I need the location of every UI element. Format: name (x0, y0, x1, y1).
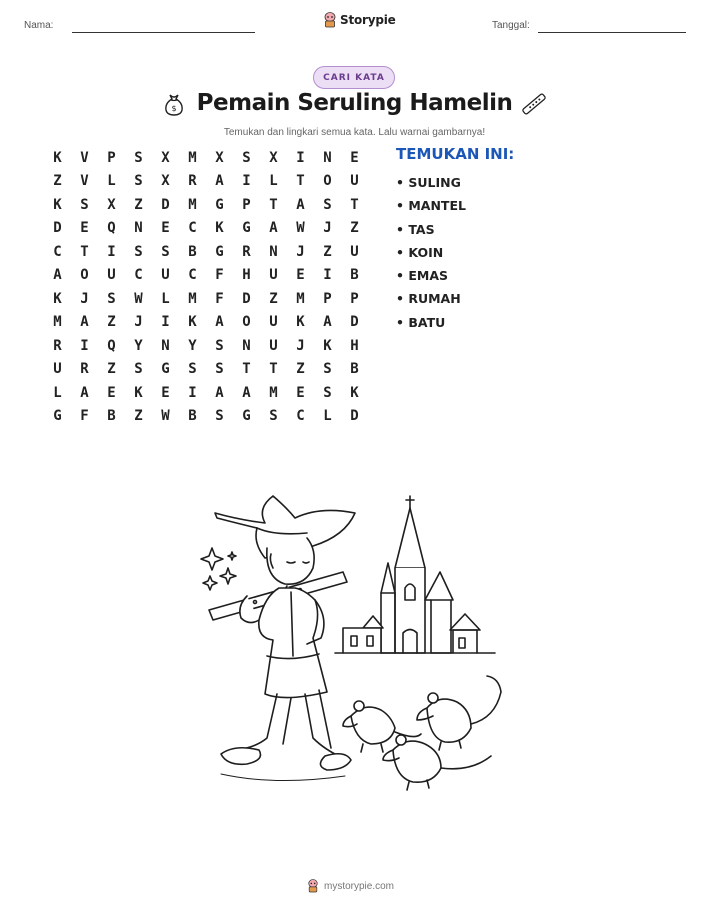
grid-letter[interactable]: B (350, 267, 359, 284)
grid-letter[interactable]: M (53, 314, 62, 331)
grid-letter[interactable]: U (161, 267, 170, 284)
grid-letter[interactable]: U (350, 243, 359, 260)
grid-letter[interactable]: G (53, 408, 62, 425)
grid-letter[interactable]: H (350, 337, 359, 354)
grid-letter[interactable]: X (107, 196, 116, 213)
grid-letter[interactable]: S (323, 384, 332, 401)
grid-letter[interactable]: X (269, 149, 278, 166)
grid-letter[interactable]: K (53, 290, 62, 307)
grid-letter[interactable]: E (296, 267, 305, 284)
grid-letter[interactable]: Q (107, 220, 116, 237)
grid-letter[interactable]: S (215, 337, 224, 354)
grid-letter[interactable]: J (134, 314, 143, 331)
grid-letter[interactable]: I (107, 243, 116, 260)
grid-letter[interactable]: P (242, 196, 251, 213)
grid-letter[interactable]: K (350, 384, 359, 401)
grid-row (44, 170, 374, 194)
grid-letter[interactable]: M (188, 196, 197, 213)
grid-letter[interactable]: A (80, 314, 89, 331)
grid-letter[interactable]: P (323, 290, 332, 307)
grid-letter[interactable]: K (296, 314, 305, 331)
grid-letter[interactable]: X (161, 149, 170, 166)
word-list-item: • BATU (396, 314, 446, 330)
grid-letter[interactable]: L (107, 173, 116, 190)
grid-letter[interactable]: S (134, 243, 143, 260)
grid-letter[interactable]: B (188, 408, 197, 425)
grid-letter[interactable]: S (188, 361, 197, 378)
grid-letter[interactable]: U (269, 314, 278, 331)
grid-letter[interactable]: M (296, 290, 305, 307)
grid-letter[interactable]: S (215, 361, 224, 378)
grid-letter[interactable]: K (53, 149, 62, 166)
instructions: Temukan dan lingkari semua kata. Lalu warnai gambarnya! (223, 127, 486, 138)
grid-letter[interactable]: C (53, 243, 62, 260)
pied-piper-illustration (195, 488, 515, 793)
grid-letter[interactable]: S (323, 361, 332, 378)
grid-letter[interactable]: S (134, 149, 143, 166)
grid-letter[interactable]: L (53, 384, 62, 401)
grid-letter[interactable]: D (350, 314, 359, 331)
grid-letter[interactable]: S (242, 149, 251, 166)
grid-letter[interactable]: E (107, 384, 116, 401)
grid-letter[interactable]: A (242, 384, 251, 401)
date-line[interactable] (538, 32, 686, 33)
grid-letter[interactable]: N (134, 220, 143, 237)
grid-letter[interactable]: E (161, 384, 170, 401)
grid-letter[interactable]: S (161, 243, 170, 260)
grid-letter[interactable]: B (107, 408, 116, 425)
category-badge: CARI KATA (313, 66, 395, 89)
grid-row (44, 193, 374, 217)
word-list-item: • KOIN (396, 244, 444, 260)
grid-letter[interactable]: E (80, 220, 89, 237)
footer (307, 879, 394, 893)
grid-letter[interactable]: D (161, 196, 170, 213)
grid-letter[interactable]: D (242, 290, 251, 307)
grid-letter[interactable]: W (161, 408, 170, 425)
grid-letter[interactable]: K (215, 220, 224, 237)
word-list-item: • SULING (396, 175, 461, 190)
grid-letter[interactable]: S (269, 408, 278, 425)
grid-letter[interactable]: J (80, 290, 89, 307)
grid-letter[interactable]: U (269, 337, 278, 354)
word-list (396, 145, 514, 334)
grid-letter[interactable]: S (107, 290, 116, 307)
title-row (0, 90, 709, 116)
grid-row (44, 240, 374, 264)
grid-letter[interactable]: E (296, 384, 305, 401)
money-bag-icon (161, 91, 187, 117)
storypie-logo-icon (323, 12, 337, 28)
grid-letter[interactable]: Z (134, 408, 143, 425)
grid-letter[interactable]: Y (188, 337, 197, 354)
grid-letter[interactable]: D (53, 220, 62, 237)
grid-letter[interactable]: F (80, 408, 89, 425)
grid-letter[interactable]: N (323, 149, 332, 166)
grid-letter[interactable]: C (296, 408, 305, 425)
grid-letter[interactable]: W (296, 220, 305, 237)
grid-letter[interactable]: P (107, 149, 116, 166)
grid-letter[interactable]: L (161, 290, 170, 307)
word-list-item: • EMAS (396, 268, 448, 284)
grid-letter[interactable]: F (215, 290, 224, 307)
grid-letter[interactable]: N (161, 337, 170, 354)
grid-letter[interactable]: O (323, 173, 332, 190)
grid-letter[interactable]: O (242, 314, 251, 331)
grid-letter[interactable]: K (323, 337, 332, 354)
grid-letter[interactable]: G (215, 196, 224, 213)
grid-letter[interactable]: V (80, 173, 89, 190)
word-list-item: • TAS (396, 221, 435, 237)
grid-letter[interactable]: S (215, 408, 224, 425)
grid-letter[interactable]: B (188, 243, 197, 260)
grid-row (44, 217, 374, 241)
grid-letter[interactable]: A (215, 173, 224, 190)
grid-letter[interactable]: B (350, 361, 359, 378)
grid-letter[interactable]: A (215, 384, 224, 401)
grid-letter[interactable]: G (161, 361, 170, 378)
footer-url[interactable]: mystorypie.com (324, 880, 395, 892)
grid-letter[interactable]: G (242, 408, 251, 425)
grid-letter[interactable]: S (134, 361, 143, 378)
grid-letter[interactable]: A (296, 196, 305, 213)
grid-letter[interactable]: N (269, 243, 278, 260)
grid-row (44, 358, 374, 382)
grid-letter[interactable]: S (323, 196, 332, 213)
grid-letter[interactable]: T (80, 243, 89, 260)
grid-letter[interactable]: K (134, 384, 143, 401)
grid-letter[interactable]: M (188, 290, 197, 307)
grid-row (44, 334, 374, 358)
name-line[interactable] (72, 32, 255, 33)
grid-letter[interactable]: T (350, 196, 359, 213)
grid-letter[interactable]: X (215, 149, 224, 166)
sparkle-icon (203, 576, 217, 590)
grid-letter[interactable]: S (80, 196, 89, 213)
grid-letter[interactable]: U (350, 173, 359, 190)
grid-letter[interactable]: C (188, 220, 197, 237)
grid-row (44, 264, 374, 288)
grid-letter[interactable]: C (134, 267, 143, 284)
rat-icon (383, 735, 491, 790)
brand (323, 12, 396, 28)
grid-letter[interactable]: F (215, 267, 224, 284)
grid-letter[interactable]: Z (323, 243, 332, 260)
grid-letter[interactable]: H (242, 267, 251, 284)
grid-letter[interactable]: Y (134, 337, 143, 354)
grid-letter[interactable]: P (350, 290, 359, 307)
grid-letter[interactable]: E (350, 149, 359, 166)
grid-letter[interactable]: R (53, 337, 62, 354)
word-list-item: • MANTEL (396, 198, 466, 214)
grid-letter[interactable]: I (161, 314, 170, 331)
grid-letter[interactable]: D (350, 408, 359, 425)
grid-letter[interactable]: I (323, 267, 332, 284)
grid-letter[interactable]: A (269, 220, 278, 237)
grid-letter[interactable]: A (53, 267, 62, 284)
grid-letter[interactable]: T (242, 361, 251, 378)
grid-letter[interactable]: I (80, 337, 89, 354)
grid-letter[interactable]: C (188, 267, 197, 284)
grid-letter[interactable]: Z (350, 220, 359, 237)
grid-letter[interactable]: Z (107, 361, 116, 378)
grid-letter[interactable]: V (80, 149, 89, 166)
grid-letter[interactable]: Q (107, 337, 116, 354)
grid-letter[interactable]: T (269, 196, 278, 213)
sparkle-icon (220, 568, 236, 584)
grid-letter[interactable]: L (269, 173, 278, 190)
grid-letter[interactable]: Z (53, 173, 62, 190)
grid-letter[interactable]: W (134, 290, 143, 307)
grid-letter[interactable]: Z (107, 314, 116, 331)
grid-row (44, 146, 374, 170)
sparkle-icon (201, 548, 223, 570)
page-title: Pemain Seruling Hamelin (196, 90, 513, 116)
date-label: Tanggal: (492, 20, 530, 31)
grid-letter[interactable]: G (242, 220, 251, 237)
grid-letter[interactable]: K (53, 196, 62, 213)
rat-icon (417, 676, 501, 750)
word-list-title: TEMUKAN INI: (396, 145, 515, 163)
grid-row (44, 287, 374, 311)
grid-letter[interactable]: T (269, 361, 278, 378)
grid-letter[interactable]: X (161, 173, 170, 190)
grid-letter[interactable]: O (80, 267, 89, 284)
grid-letter[interactable]: U (269, 267, 278, 284)
grid-letter[interactable]: M (269, 384, 278, 401)
grid-letter[interactable]: M (188, 149, 197, 166)
grid-letter[interactable]: L (323, 408, 332, 425)
grid-letter[interactable]: S (134, 173, 143, 190)
grid-letter[interactable]: I (188, 384, 197, 401)
flute-icon (520, 90, 548, 118)
word-search-grid (44, 146, 374, 428)
grid-letter[interactable]: I (242, 173, 251, 190)
storypie-logo-icon (307, 879, 319, 893)
grid-letter[interactable]: Z (269, 290, 278, 307)
sparkle-icon (228, 552, 236, 560)
grid-letter[interactable]: J (323, 220, 332, 237)
grid-letter[interactable]: N (242, 337, 251, 354)
word-list-item: • RUMAH (396, 291, 461, 307)
grid-letter[interactable]: A (80, 384, 89, 401)
grid-letter[interactable]: R (188, 173, 197, 190)
grid-letter[interactable]: R (80, 361, 89, 378)
grid-letter[interactable]: I (296, 149, 305, 166)
name-label: Nama: (24, 20, 54, 31)
grid-letter[interactable]: G (215, 243, 224, 260)
svg-text:$: $ (171, 104, 177, 113)
grid-letter[interactable]: Z (296, 361, 305, 378)
grid-letter[interactable]: T (296, 173, 305, 190)
grid-letter[interactable]: A (215, 314, 224, 331)
grid-letter[interactable]: U (53, 361, 62, 378)
grid-row (44, 405, 374, 429)
grid-letter[interactable]: K (188, 314, 197, 331)
grid-letter[interactable]: R (242, 243, 251, 260)
grid-letter[interactable]: Z (134, 196, 143, 213)
grid-row (44, 381, 374, 405)
grid-letter[interactable]: J (296, 337, 305, 354)
grid-letter[interactable]: U (107, 267, 116, 284)
grid-row (44, 311, 374, 335)
grid-letter[interactable]: A (323, 314, 332, 331)
grid-letter[interactable]: E (161, 220, 170, 237)
brand-name: Storypie (340, 13, 396, 27)
grid-letter[interactable]: J (296, 243, 305, 260)
